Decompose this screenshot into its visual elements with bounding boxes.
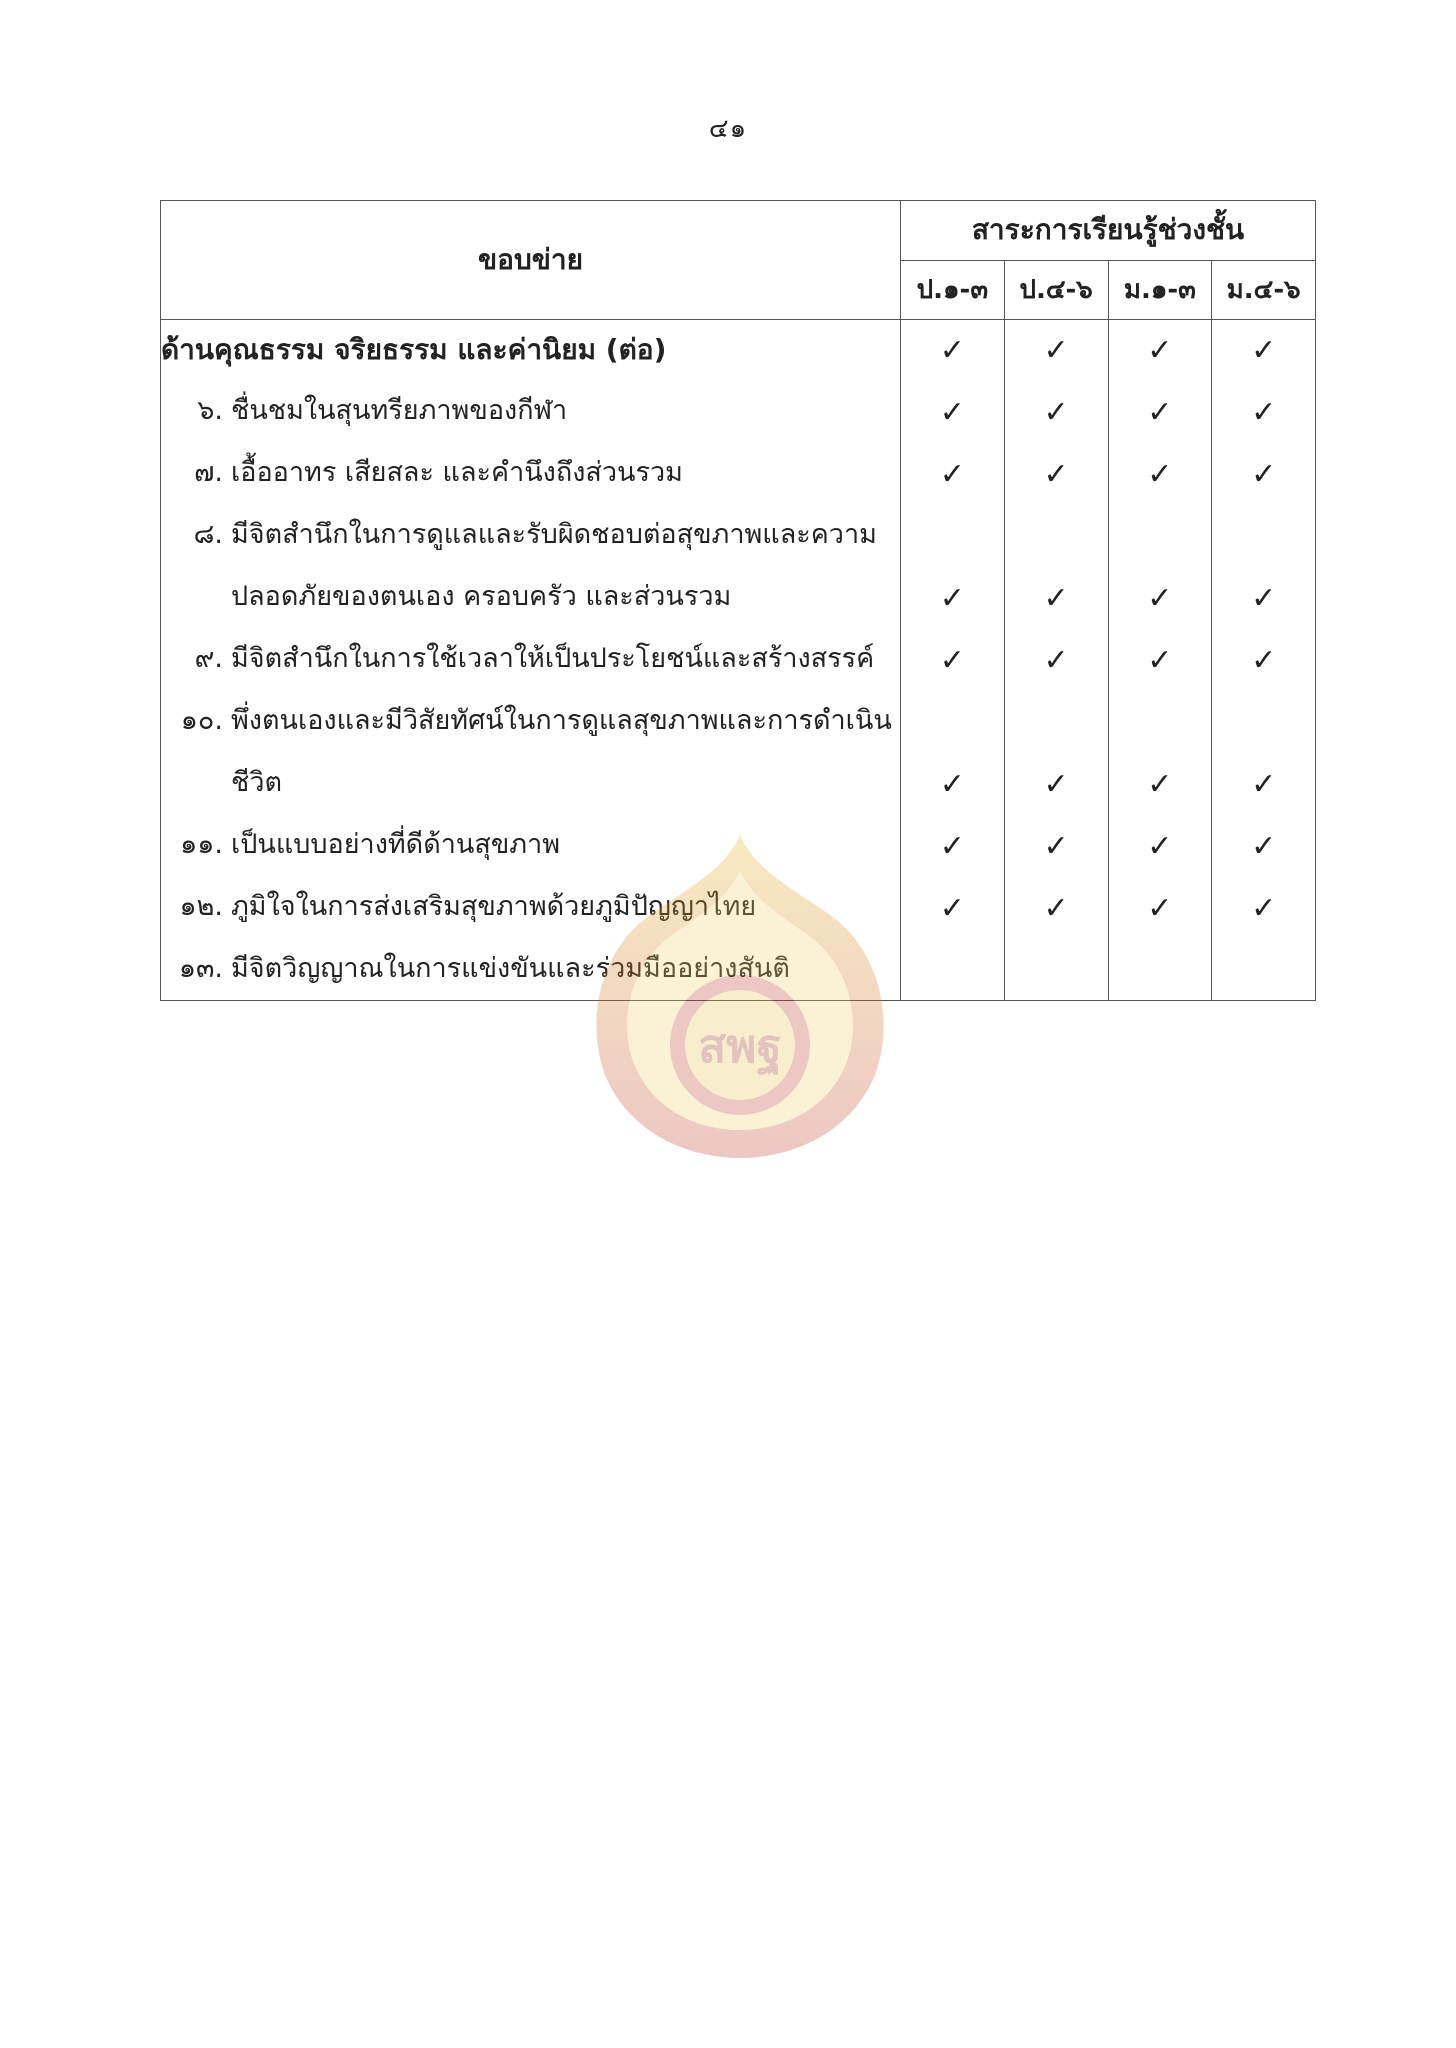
check-mark-icon: ✓ <box>1147 333 1173 368</box>
check-mark-icon: ✓ <box>1147 829 1173 864</box>
item-number: ๙. <box>194 643 223 674</box>
check-mark-icon: ✓ <box>1147 581 1173 616</box>
scope-item <box>161 690 900 814</box>
item-text: มีจิตสำนึกในการดูแลและรับผิดชอบต่อสุขภาพและความปลอดภัยของตนเอง ครอบครัว และส่วนรวม <box>231 519 877 612</box>
item-text: พึ่งตนเองและมีวิสัยทัศน์ในการดูแลสุขภาพและการดำเนินชีวิต <box>231 705 892 798</box>
item-text: ชื่นชมในสุนทรียภาพของกีฬา <box>231 395 568 426</box>
scope-item <box>161 628 900 690</box>
check-mark-icon: ✓ <box>1043 395 1069 430</box>
scope-header: ขอบข่าย <box>161 201 901 320</box>
check-mark-icon: ✓ <box>939 395 965 430</box>
check-mark-icon: ✓ <box>939 333 965 368</box>
check-mark-icon: ✓ <box>1043 829 1069 864</box>
check-mark-icon: ✓ <box>1251 767 1277 802</box>
scope-item <box>161 442 900 504</box>
page-number: ๔๑ <box>708 114 748 144</box>
check-mark-icon: ✓ <box>1043 767 1069 802</box>
grade-header: ม.๑-๓ <box>1108 260 1212 320</box>
check-mark-icon: ✓ <box>1043 581 1069 616</box>
check-mark-icon: ✓ <box>1043 643 1069 678</box>
check-mark-icon: ✓ <box>1251 457 1277 492</box>
item-number: ๑๒. <box>179 891 223 922</box>
item-text: มีจิตวิญญาณในการแข่งขันและร่วมมืออย่างสันติ <box>231 953 790 984</box>
check-mark-icon: ✓ <box>1251 581 1277 616</box>
check-mark-icon: ✓ <box>1147 891 1173 926</box>
check-mark-icon: ✓ <box>1043 891 1069 926</box>
check-mark-icon: ✓ <box>1147 395 1173 430</box>
check-mark-icon: ✓ <box>939 457 965 492</box>
check-mark-icon: ✓ <box>1147 457 1173 492</box>
check-mark-icon: ✓ <box>1251 395 1277 430</box>
check-mark-icon: ✓ <box>1251 643 1277 678</box>
item-text: ภูมิใจในการส่งเสริมสุขภาพด้วยภูมิปัญญาไทย <box>231 891 757 922</box>
item-number: ๗. <box>194 457 223 488</box>
check-mark-icon: ✓ <box>939 581 965 616</box>
check-mark-icon: ✓ <box>939 891 965 926</box>
check-mark-icon: ✓ <box>1251 891 1277 926</box>
check-mark-icon: ✓ <box>939 643 965 678</box>
scope-item <box>161 504 900 628</box>
grade-column <box>1212 320 1316 1001</box>
check-mark-icon: ✓ <box>1147 643 1173 678</box>
grade-column <box>1108 320 1212 1001</box>
item-text: เอื้ออาทร เสียสละ และคำนึงถึงส่วนรวม <box>231 457 683 488</box>
check-mark-icon: ✓ <box>1251 333 1277 368</box>
learning-content-header: สาระการเรียนรู้ช่วงชั้น <box>901 201 1316 261</box>
check-mark-icon: ✓ <box>1147 767 1173 802</box>
item-number: ๖. <box>197 395 223 426</box>
section-title: ด้านคุณธรรม จริยธรรม และค่านิยม (ต่อ) <box>161 333 667 366</box>
item-number: ๘. <box>193 519 223 550</box>
item-number: ๑๓. <box>178 953 223 984</box>
scope-item <box>161 380 900 442</box>
svg-text:สพฐ: สพฐ <box>698 1019 782 1073</box>
grade-column <box>901 320 1005 1001</box>
grade-header: ป.๑-๓ <box>901 260 1005 320</box>
check-mark-icon: ✓ <box>1043 457 1069 492</box>
grade-column <box>1004 320 1108 1001</box>
item-number: ๑๐. <box>180 705 223 736</box>
item-text: มีจิตสำนึกในการใช้เวลาให้เป็นประโยชน์และสร้างสรรค์ <box>231 643 875 674</box>
grade-header: ม.๔-๖ <box>1212 260 1316 320</box>
item-text: เป็นแบบอย่างที่ดีด้านสุขภาพ <box>231 829 561 860</box>
check-mark-icon: ✓ <box>1043 333 1069 368</box>
grade-header: ป.๔-๖ <box>1004 260 1108 320</box>
check-mark-icon: ✓ <box>939 829 965 864</box>
emblem-watermark-icon <box>580 830 900 1160</box>
check-mark-icon: ✓ <box>939 767 965 802</box>
check-mark-icon: ✓ <box>1251 829 1277 864</box>
item-number: ๑๑. <box>180 829 223 860</box>
